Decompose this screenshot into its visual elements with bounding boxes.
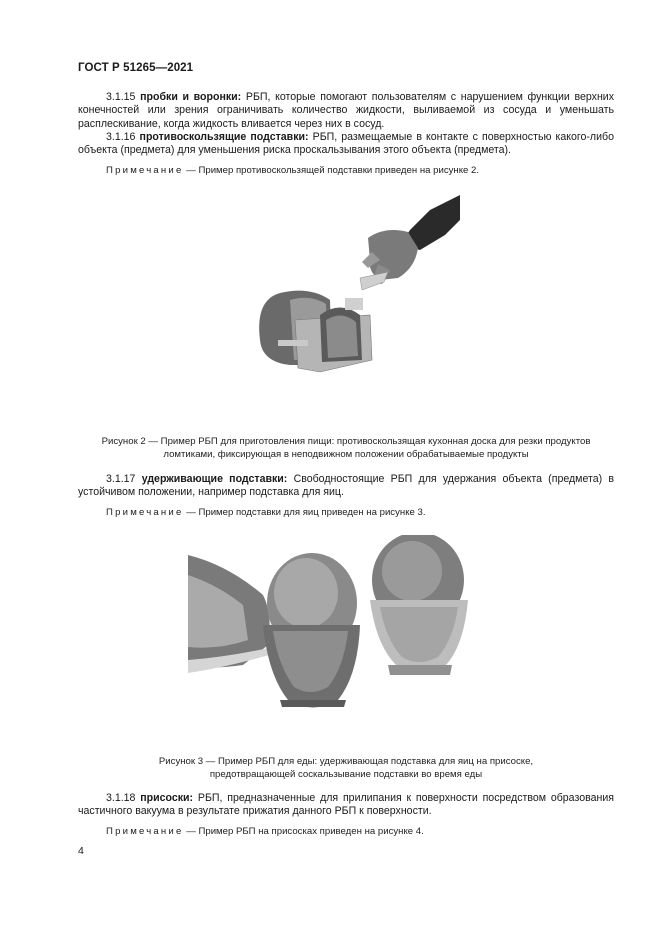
note-label: Примечание [106, 507, 184, 518]
figure-2-image [250, 190, 470, 390]
item-text: РБП, размещаемые в контакте с поверхностью какого-либо объекта (предмета) для уменьшения риска проскальзывания этого объекта (предмета). [78, 131, 614, 157]
definition-3-1-15 [78, 91, 614, 131]
note-label: Примечание [106, 165, 184, 176]
caption-line: ломтиками, фиксирующая в неподвижном положении обрабатываемые продукты [163, 448, 529, 460]
item-text: РБП, предназначенные для прилипания к поверхности посредством образования частичного вакуума в результате прижатия данного РБП к поверхности. [78, 792, 614, 818]
note-figure-4 [106, 826, 424, 838]
caption-line: Рисунок 3 — Пример РБП для еды: удерживающая подставка для яиц на присоске, [158, 756, 534, 767]
figure-3-image [188, 535, 478, 720]
definition-3-1-16 [78, 131, 614, 158]
figure-3-caption [78, 756, 614, 781]
note-text: — Пример противоскользящей подставки приведен на рисунке 2. [186, 165, 480, 176]
definition-3-1-18 [78, 792, 614, 819]
note-figure-3 [106, 507, 426, 519]
item-term: удерживающие подставки: [141, 473, 288, 485]
figure-2-caption [78, 436, 614, 461]
item-term: пробки и воронки: [140, 91, 242, 103]
item-text: Свободностоящие РБП для удержания объекта (предмета) в устойчивом положении, например подставка для яиц. [78, 473, 614, 499]
note-text: — Пример РБП на присосках приведен на рисунке 4. [186, 826, 424, 837]
item-number: 3.1.17 [106, 473, 136, 485]
item-term: присоски: [140, 792, 194, 804]
document-header: ГОСТ Р 51265—2021 [78, 62, 194, 74]
item-term: противоскользящие подставки: [139, 131, 309, 143]
item-number: 3.1.18 [106, 792, 136, 804]
note-label: Примечание [106, 826, 184, 837]
item-number: 3.1.15 [106, 91, 136, 103]
page-number: 4 [78, 845, 84, 857]
note-text: — Пример подставки для яиц приведен на рисунке 3. [186, 507, 426, 518]
caption-line: предотвращающей соскальзывание подставки во время еды [209, 768, 483, 780]
item-number: 3.1.16 [106, 131, 136, 143]
item-text: РБП, которые помогают пользователям с нарушением функции верхних конечностей или зрения ограничивать количество жидкости, выливаемой из сосуда и уменьшать расплескивание, когда жидкость вливается через них в сосуд. [78, 91, 615, 130]
definition-3-1-17 [78, 473, 614, 500]
note-figure-2 [106, 165, 479, 177]
caption-line: Рисунок 2 — Пример РБП для приготовления пищи: противоскользящая кухонная доска для резки продуктов [101, 436, 591, 447]
